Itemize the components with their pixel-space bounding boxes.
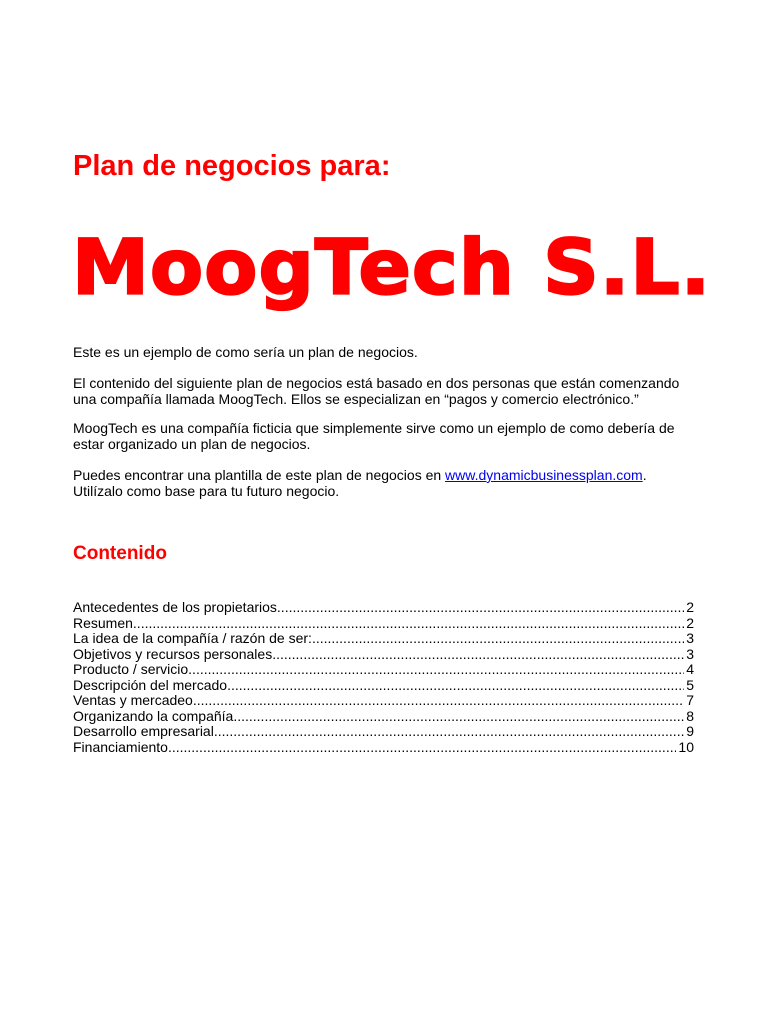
toc-leader bbox=[277, 600, 684, 616]
toc-leader bbox=[312, 631, 684, 647]
intro-paragraph-3: MoogTech es una compañía ficticia que simplemente sirve como un ejemplo de como debería de estar organizado un plan de negocios. bbox=[73, 420, 675, 452]
toc-item-label: Antecedentes de los propietarios bbox=[73, 599, 277, 615]
toc-page-number: 3 bbox=[686, 645, 694, 662]
toc-item-label: Producto / servicio bbox=[73, 661, 189, 677]
toc-item-producto[interactable] bbox=[73, 662, 694, 678]
template-text-end: . bbox=[642, 467, 647, 483]
toc-page-number: 2 bbox=[686, 599, 694, 615]
toc-leader bbox=[193, 693, 684, 709]
toc-item-label: Descripción del mercado bbox=[73, 676, 228, 693]
template-link[interactable]: www.dynamicbusinessplan.com bbox=[445, 467, 643, 483]
intro-paragraph-2: El contenido del siguiente plan de negocios está basado en dos personas que están comenzando una compañía llamada MoogTech. Ellos se especializan en “pagos y comercio electrónico.” bbox=[73, 375, 680, 407]
toc-page-number: 2 bbox=[686, 614, 694, 631]
toc-item-ventas[interactable] bbox=[73, 693, 694, 709]
contents-heading: Contenido bbox=[73, 543, 167, 564]
toc-leader bbox=[214, 724, 684, 740]
table-of-contents bbox=[73, 600, 694, 755]
toc-item-label: La idea de la compañía / razón de ser: bbox=[73, 630, 312, 646]
toc-leader bbox=[168, 740, 676, 756]
toc-leader bbox=[133, 616, 684, 632]
toc-item-label: Objetivos y recursos personales bbox=[73, 645, 273, 662]
toc-item-financiamiento[interactable] bbox=[73, 740, 694, 756]
toc-leader bbox=[272, 647, 684, 663]
toc-page-number: 3 bbox=[686, 630, 694, 646]
toc-item-idea[interactable] bbox=[73, 631, 694, 647]
toc-page-number: 10 bbox=[678, 738, 694, 755]
toc-item-antecedentes[interactable] bbox=[73, 600, 694, 616]
toc-item-resumen[interactable] bbox=[73, 616, 694, 632]
template-text: Puedes encontrar una plantilla de este plan de negocios en bbox=[73, 467, 446, 483]
toc-page-number: 5 bbox=[686, 676, 694, 693]
toc-leader bbox=[188, 662, 684, 678]
toc-page-number: 8 bbox=[686, 707, 694, 724]
toc-page-number: 7 bbox=[686, 692, 694, 708]
toc-leader bbox=[233, 709, 684, 725]
toc-item-label: Resumen bbox=[73, 614, 133, 631]
usage-note: Utilízalo como base para tu futuro negocio. bbox=[73, 483, 340, 499]
toc-item-objetivos[interactable] bbox=[73, 647, 694, 663]
toc-item-label: Financiamiento bbox=[73, 738, 168, 755]
toc-item-desarrollo[interactable] bbox=[73, 724, 694, 740]
toc-item-mercado[interactable] bbox=[73, 678, 694, 694]
document-title: Plan de negocios para: bbox=[73, 150, 391, 182]
toc-item-label: Desarrollo empresarial bbox=[73, 723, 214, 739]
intro-paragraph-4 bbox=[73, 467, 703, 499]
toc-page-number: 9 bbox=[686, 723, 694, 739]
company-name-heading: MoogTech S.L. bbox=[72, 224, 712, 312]
toc-item-organizando[interactable] bbox=[73, 709, 694, 725]
toc-item-label: Ventas y mercadeo bbox=[73, 692, 193, 708]
toc-leader bbox=[227, 678, 684, 694]
toc-item-label: Organizando la compañía bbox=[73, 707, 234, 724]
toc-page-number: 4 bbox=[686, 661, 694, 677]
intro-paragraph-1: Este es un ejemplo de como sería un plan de negocios. bbox=[73, 344, 418, 360]
